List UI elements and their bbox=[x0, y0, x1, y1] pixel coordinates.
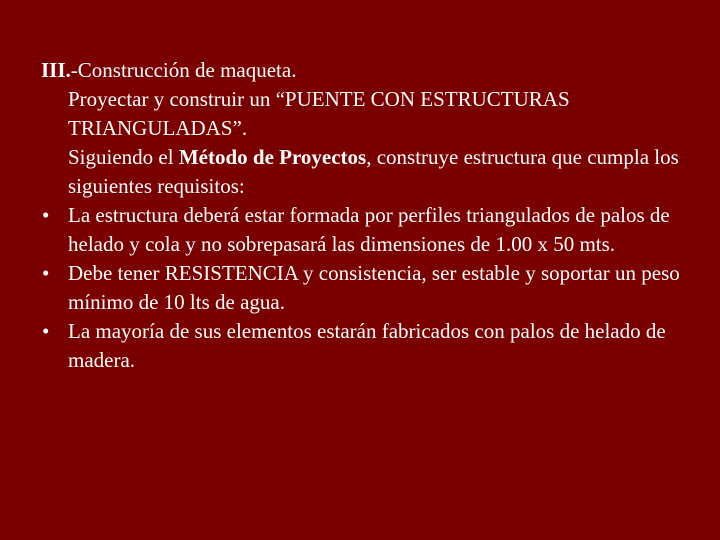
heading-number: III. bbox=[41, 58, 71, 82]
bullet-icon: • bbox=[42, 261, 50, 285]
method-text-after: , construye estructura que cumpla los siguientes requisitos: bbox=[68, 145, 679, 198]
section-heading bbox=[0, 56, 720, 85]
method-name: Método de Proyectos bbox=[178, 145, 367, 169]
bullet-icon: • bbox=[42, 203, 50, 227]
requirement-item bbox=[0, 317, 720, 375]
method-paragraph bbox=[0, 143, 720, 201]
requirement-text: La mayoría de sus elementos estarán fabricados con palos de helado de madera. bbox=[68, 319, 666, 372]
requirement-text: Debe tener RESISTENCIA y consistencia, ser estable y soportar un peso mínimo de 10 lts de agua. bbox=[68, 261, 680, 314]
method-text-before: Siguiendo el bbox=[68, 145, 179, 169]
intro-paragraph: Proyectar y construir un “PUENTE CON ESTRUCTURAS TRIANGULADAS”. bbox=[68, 87, 570, 140]
requirement-item bbox=[0, 259, 720, 317]
heading-text: -Construcción de maqueta. bbox=[70, 58, 297, 82]
slide-body bbox=[0, 56, 720, 375]
requirement-item bbox=[0, 201, 720, 259]
bullet-icon: • bbox=[42, 319, 50, 343]
requirement-text: La estructura deberá estar formada por perfiles triangulados de palos de helado y cola y no sobrepasará las dimensiones de 1.00 x 50 mts. bbox=[68, 203, 670, 256]
